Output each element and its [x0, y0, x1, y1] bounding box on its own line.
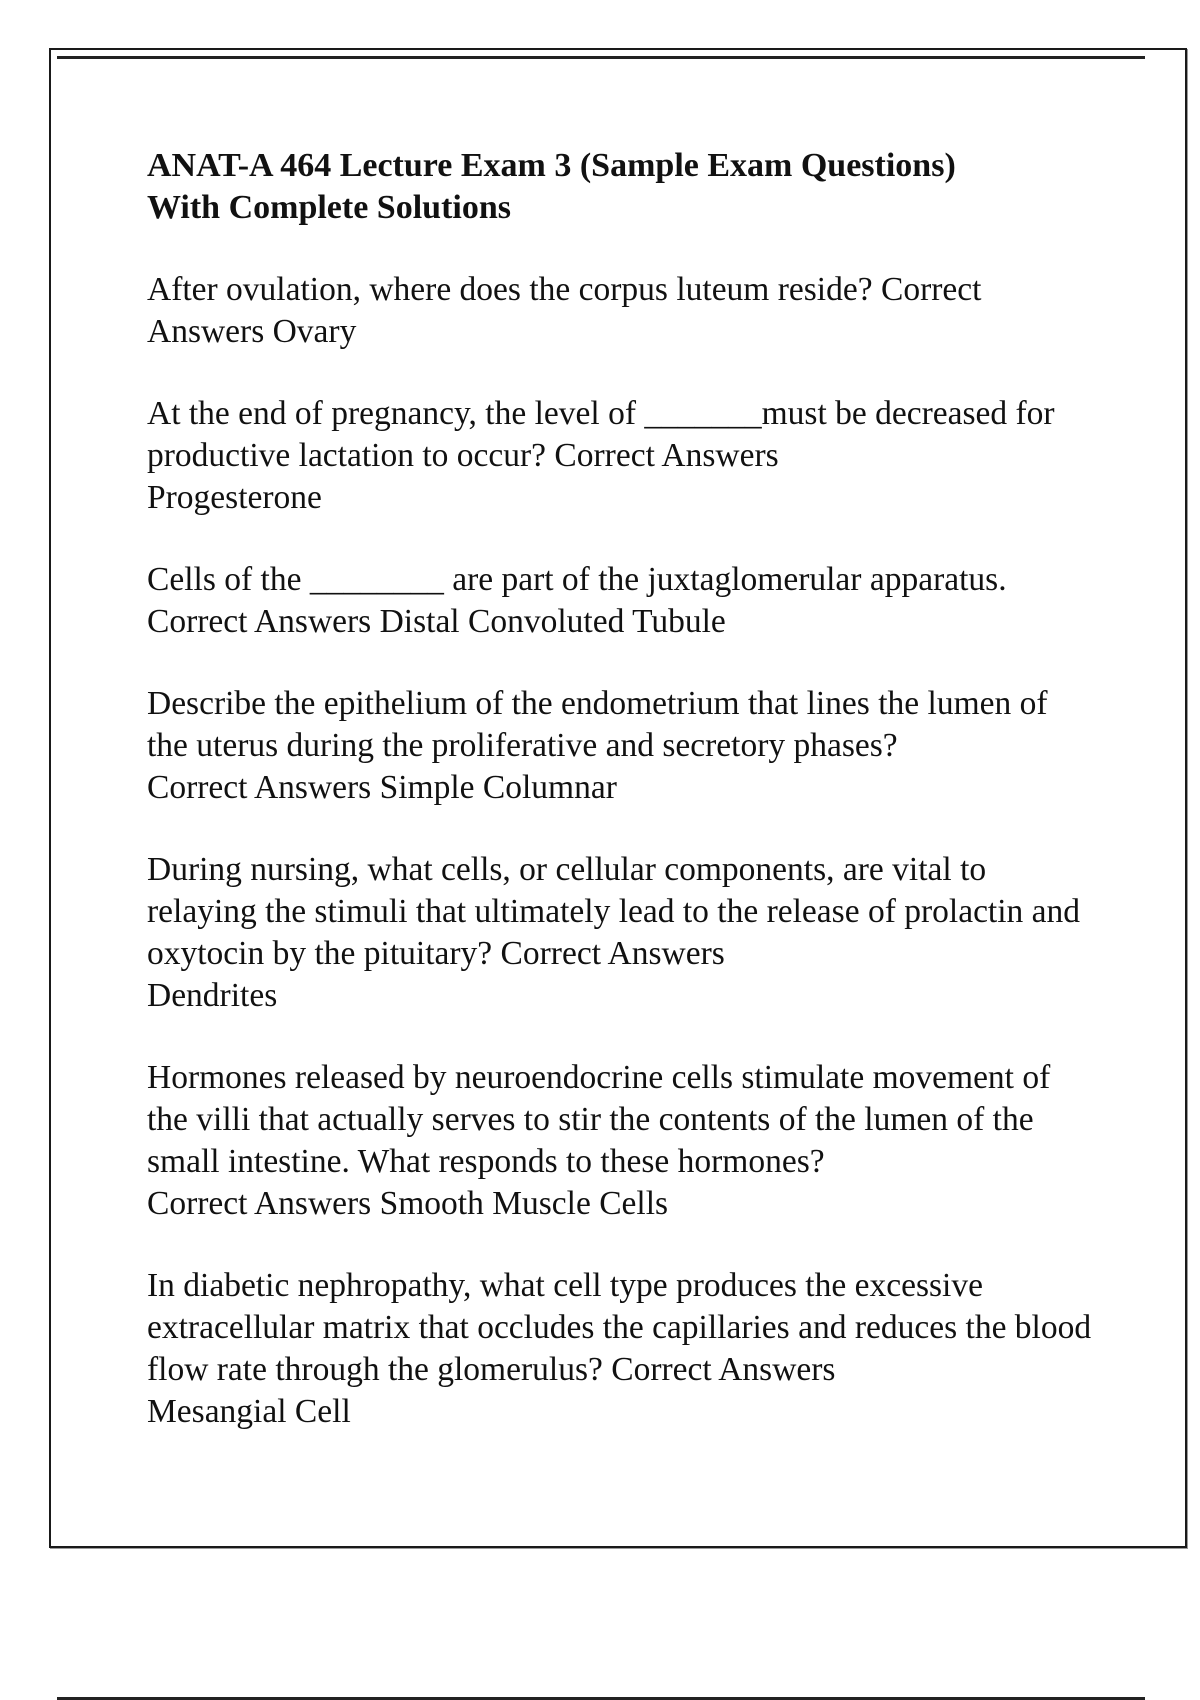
document-title [147, 145, 1092, 229]
answer-label: Correct Answers [147, 271, 988, 350]
answer-text: Smooth Muscle Cells [379, 1185, 669, 1222]
qa-item-4 [147, 683, 1092, 809]
answer-label: Correct Answers [147, 769, 372, 806]
answer-label: Correct Answers [500, 935, 725, 972]
question-text: Cells of the ________ are part of the juxtaglomerular apparatus. [147, 561, 1007, 598]
question-text: At the end of pregnancy, the level of _______must be decreased for productive lactation to occur? [147, 395, 1063, 474]
document-body [147, 145, 1100, 1473]
qa-item-5 [147, 849, 1092, 1017]
answer-text: Dendrites [147, 977, 278, 1014]
answer-label: Correct Answers [611, 1351, 836, 1388]
answer-text: Mesangial Cell [147, 1393, 351, 1430]
qa-item-1 [147, 269, 1092, 353]
header-rule [57, 56, 1145, 59]
qa-item-2 [147, 393, 1092, 519]
title-line-2: With Complete Solutions [147, 189, 511, 226]
title-line-1: ANAT-A 464 Lecture Exam 3 (Sample Exam Questions) [147, 147, 956, 184]
answer-text: Distal Convoluted Tubule [379, 603, 726, 640]
question-text: Hormones released by neuroendocrine cells stimulate movement of the villi that actually serves to stir the contents of the lumen of the small intestine. What responds to these hormones? [147, 1059, 1059, 1180]
qa-item-7 [147, 1265, 1100, 1433]
answer-text: Ovary [272, 313, 357, 350]
answer-text: Progesterone [147, 479, 322, 516]
qa-item-3 [147, 559, 1092, 643]
question-text: After ovulation, where does the corpus luteum reside? [147, 271, 873, 308]
question-text: Describe the epithelium of the endometrium that lines the lumen of the uterus during the proliferative and secretory phases? [147, 685, 1056, 764]
question-text: In diabetic nephropathy, what cell type produces the excessive extracellular matrix that occludes the capillaries and reduces the blood flow rate through the glomerulus? [147, 1267, 1100, 1388]
answer-label: Correct Answers [554, 437, 779, 474]
answer-text: Simple Columnar [379, 769, 617, 806]
qa-item-6 [147, 1057, 1092, 1225]
question-text: During nursing, what cells, or cellular components, are vital to relaying the stimuli that ultimately lead to the release of prolactin and oxytocin by the pituitary? [147, 851, 1089, 972]
answer-label: Correct Answers [147, 1185, 372, 1222]
answer-label: Correct Answers [147, 603, 372, 640]
